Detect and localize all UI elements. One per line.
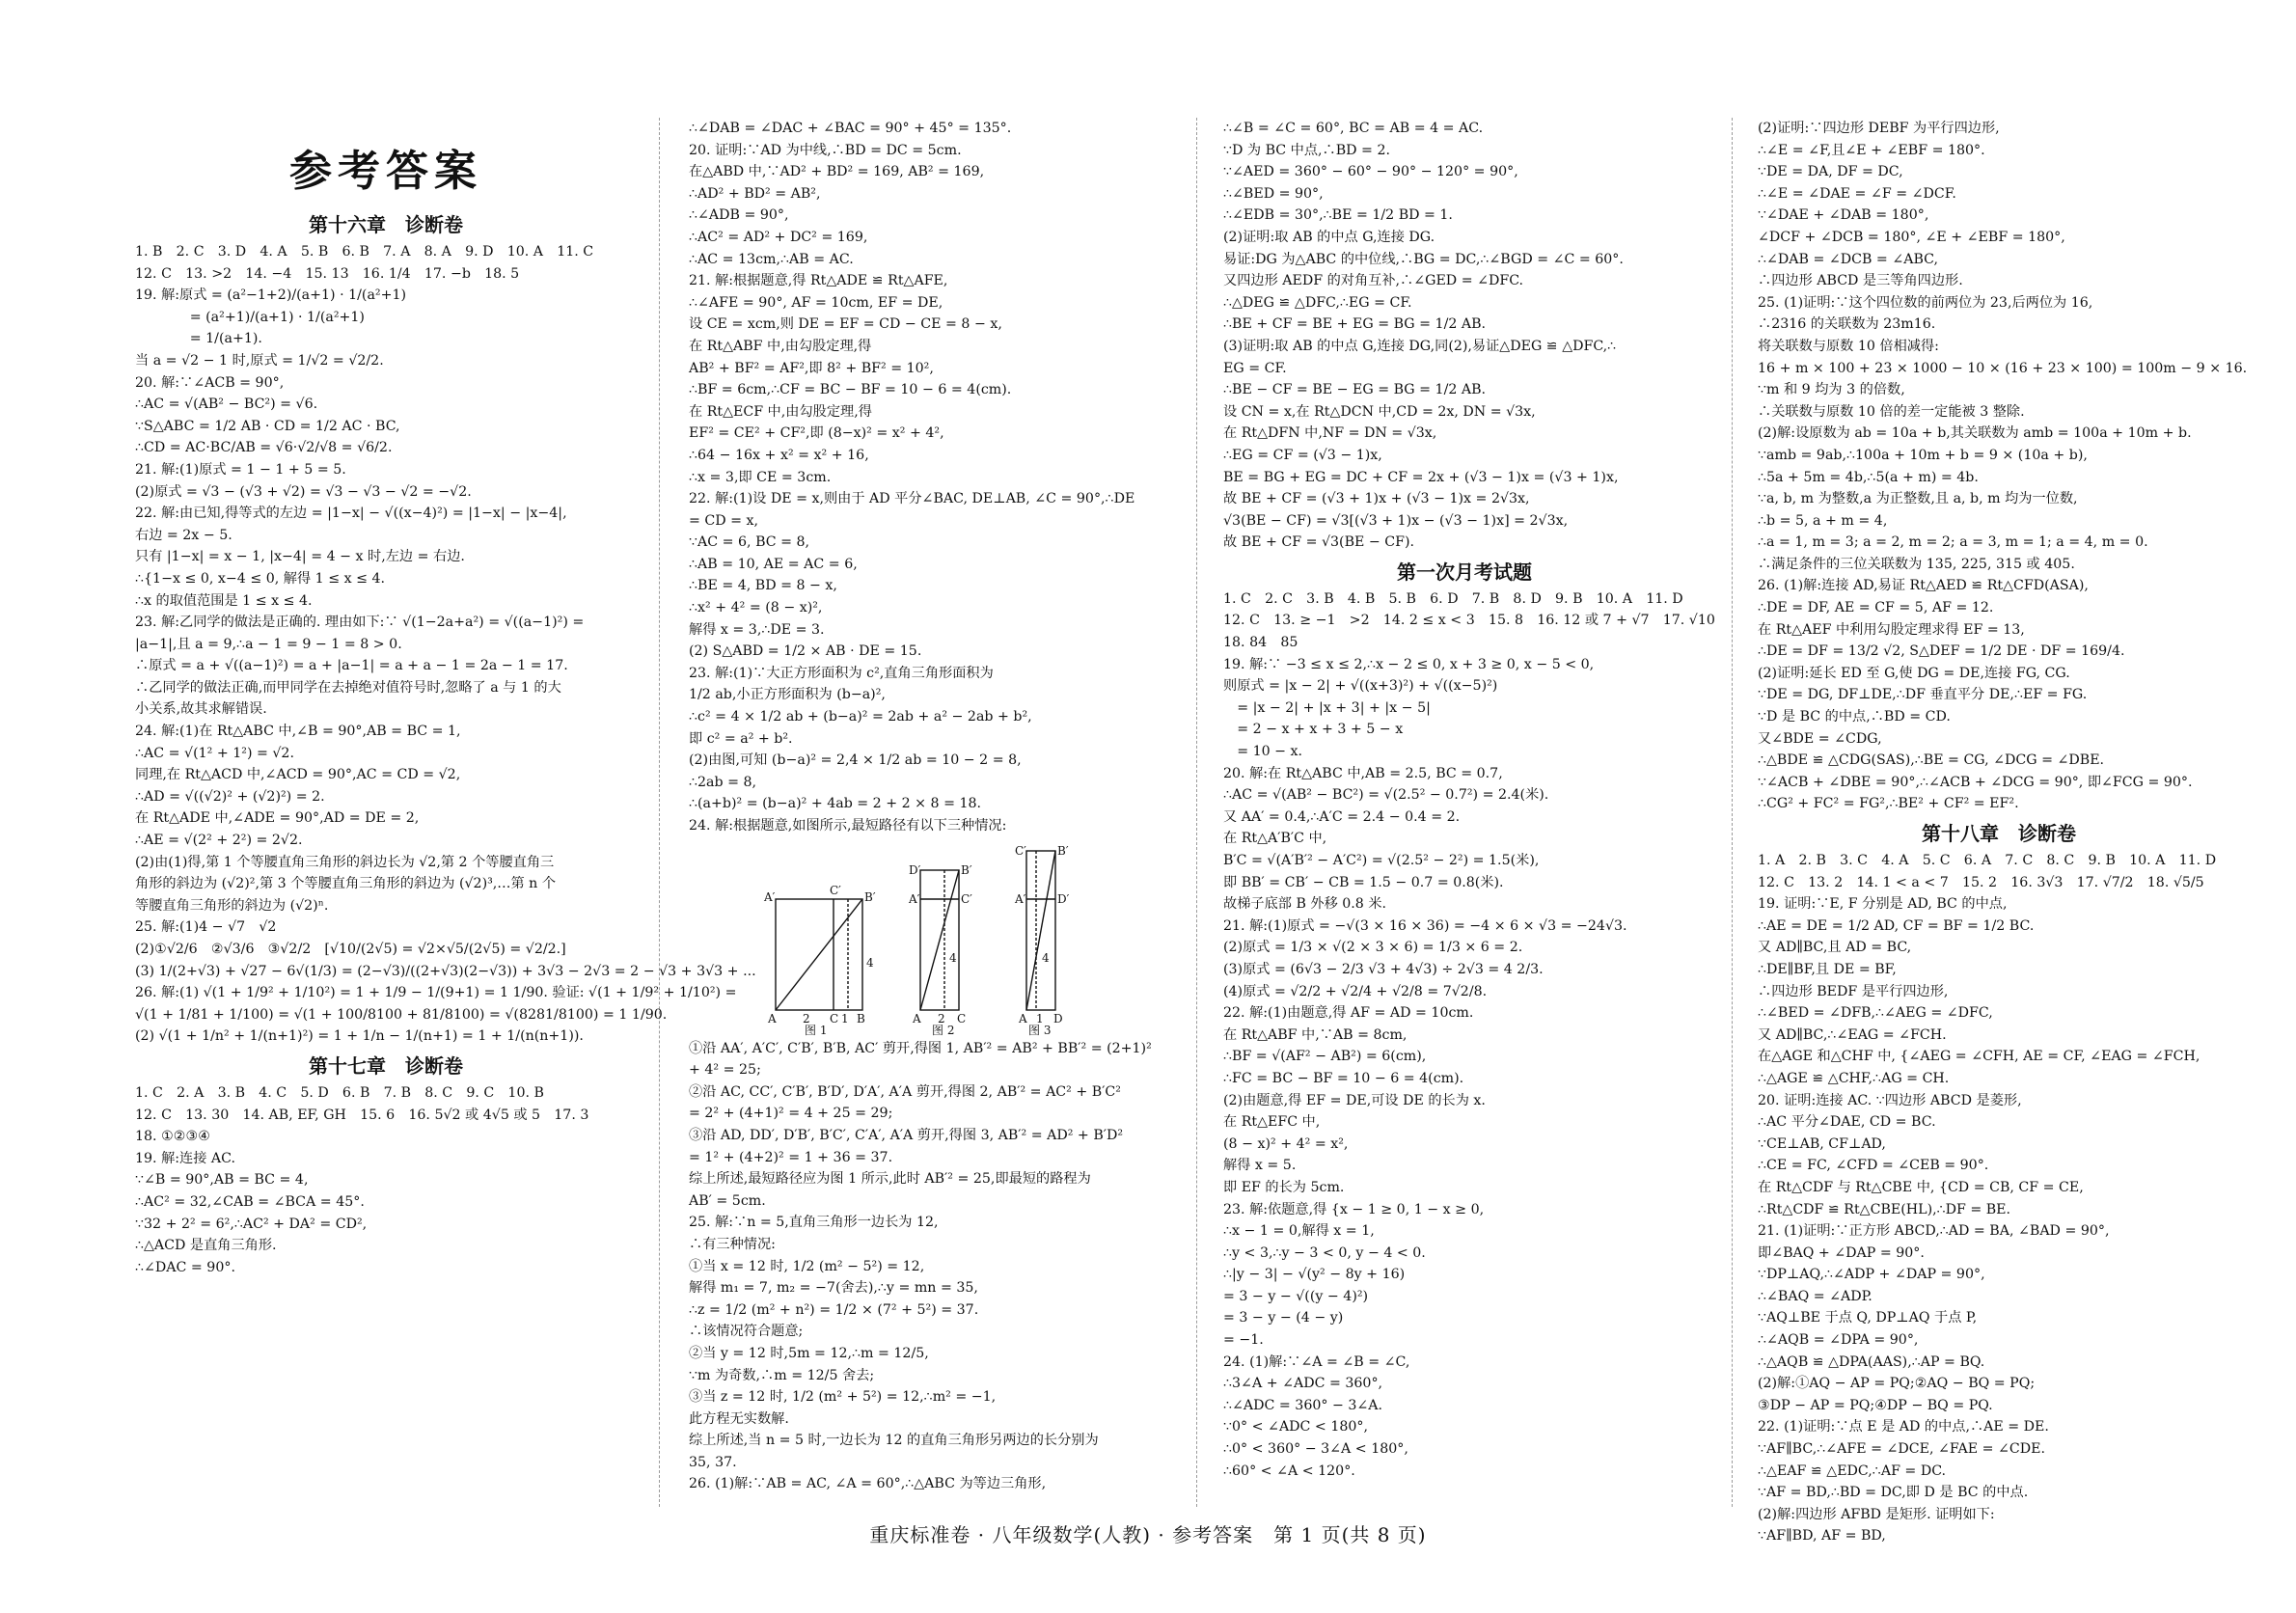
text-line: 解得 x = 5. <box>1223 1158 1297 1174</box>
figure-2-caption: 图 2 <box>932 1023 955 1037</box>
text-line: = 3 − y − (4 − y) <box>1223 1310 1344 1326</box>
text-line: ∴x − 1 = 0,解得 x = 1, <box>1223 1223 1375 1240</box>
text-line: ∴BE + CF = BE + EG = BG = 1/2 AB. <box>1223 316 1487 333</box>
text-line: ∴∠BED = ∠DFB,∴∠AEG = ∠DFC, <box>1758 1005 1993 1022</box>
svg-text:A′: A′ <box>1015 891 1026 906</box>
text-line: ∴四边形 BEDF 是平行四边形, <box>1758 983 1949 999</box>
text-line: 角形的斜边为 (√2)²,第 3 个等腰直角三角形的斜边为 (√2)³,…第 n 个 <box>135 876 557 892</box>
text-line: ∴AD = √((√2)² + (√2)²) = 2. <box>135 788 325 805</box>
text-line: EG = CF. <box>1223 360 1287 376</box>
svg-text:4: 4 <box>1042 950 1050 965</box>
text-line: 则原式 = |x − 2| + √((x+3)²) + √((x−5)²) <box>1223 678 1498 695</box>
text-line: ∵32 + 2² = 6²,∴AC² + DA² = CD², <box>135 1216 368 1232</box>
text-line: (2)证明:取 AB 的中点 G,连接 DG. <box>1223 229 1435 245</box>
figure-2 <box>908 863 972 1037</box>
text-line: ∴∠DAC = 90°. <box>135 1259 235 1275</box>
text-line: ∴AC² = 32,∠CAB = ∠BCA = 45°. <box>135 1193 365 1210</box>
text-line: 在 Rt△ADE 中,∠ADE = 90°,AD = DE = 2, <box>135 810 420 827</box>
text-line: 在 Rt△DFN 中,NF = DN = √3x, <box>1223 425 1437 442</box>
text-line: 故 BE + CF = √3(BE − CF). <box>1223 534 1415 551</box>
text-line: ∴△EAF ≌ △EDC,∴AF = DC. <box>1758 1463 1947 1479</box>
text-line: ∴DE∥BF,且 DE = BF, <box>1758 961 1897 977</box>
text-line: ∴BF = 6cm,∴CF = BC − BF = 10 − 6 = 4(cm). <box>689 382 1012 398</box>
text-line: 故 BE + CF = (√3 + 1)x + (√3 − 1)x = 2√3x, <box>1223 491 1530 507</box>
svg-text:C′: C′ <box>830 883 841 897</box>
text-line: ∵∠DAE + ∠DAB = 180°, <box>1758 207 1929 224</box>
column-4 <box>1758 118 2248 1545</box>
text-line: 小关系,故其求解错误. <box>135 701 267 718</box>
solution-block <box>689 1038 1173 1495</box>
page-title: 参考答案 <box>289 147 482 196</box>
section-heading: 第一次月考试题 <box>1397 560 1532 584</box>
svg-text:C′: C′ <box>961 891 972 906</box>
text-line: ∴2ab = 8, <box>689 774 757 790</box>
solution-block <box>1223 118 1706 554</box>
answer-line: 1. C 2. C 3. B 4. B 5. B 6. D 7. B 8. D 9. B 10. A 11. D <box>1223 590 1683 607</box>
text-line: = 2 − x + x + 3 + 5 − x <box>1223 722 1404 738</box>
text-line: ∴AC 平分∠DAE, CD = BC. <box>1758 1114 1936 1131</box>
text-line: ∴∠EDB = 30°,∴BE = 1/2 BD = 1. <box>1223 207 1453 224</box>
svg-text:2: 2 <box>938 1011 945 1025</box>
text-line: (8 − x)² + 4² = x², <box>1223 1135 1349 1152</box>
text-line: 又∠BDE = ∠CDG, <box>1758 730 1882 747</box>
svg-text:A′: A′ <box>909 891 920 906</box>
text-line: 又 AD∥BC,且 AD = BC, <box>1758 940 1912 956</box>
text-line: ③DP − AP = PQ;④DP − BQ = PQ. <box>1758 1397 1993 1413</box>
solution-block <box>1223 632 1706 1482</box>
svg-text:D: D <box>1053 1011 1063 1025</box>
text-line: ∴x 的取值范围是 1 ≤ x ≤ 4. <box>135 592 313 609</box>
text-line: 在 Rt△A′B′C 中, <box>1223 831 1327 847</box>
svg-text:1: 1 <box>841 1011 849 1025</box>
text-line: (2)原式 = √3 − (√3 + √2) = √3 − √3 − √2 = −√2. <box>135 483 472 500</box>
svg-text:B: B <box>857 1011 865 1025</box>
text-line: 19. 解:连接 AC. <box>135 1150 236 1166</box>
text-line: ∴2316 的关联数为 23m16. <box>1758 316 1936 333</box>
text-line: 25. 解:(1)4 − √7 √2 <box>135 919 277 936</box>
answer-line: 12. C 13. ≥ −1 >2 14. 2 ≤ x < 3 15. 8 16. 12 或 7 + √7 17. √10 <box>1223 613 1715 629</box>
svg-text:4: 4 <box>949 950 957 965</box>
text-line: = CD = x, <box>689 512 759 529</box>
text-line: 23. 解:依题意,得 {x − 1 ≥ 0, 1 − x ≥ 0, <box>1223 1201 1485 1217</box>
text-line: √3(BE − CF) = √3[(√3 + 1)x − (√3 − 1)x] = 2√3x, <box>1223 512 1569 529</box>
text-line: 20. 解:在 Rt△ABC 中,AB = 2.5, BC = 0.7, <box>1223 765 1503 781</box>
text-line: ∴∠DAB = ∠DCB = ∠ABC, <box>1758 251 1939 267</box>
text-line: ∴AC = √(AB² − BC²) = √(2.5² − 0.7²) = 2.4(米). <box>1223 787 1549 804</box>
text-line: ∵CE⊥AB, CF⊥AD, <box>1758 1135 1886 1152</box>
text-line: 26. 解:(1) √(1 + 1/9² + 1/10²) = 1 + 1/9 − 1/(9+1) = 1 1/90. 验证: √(1 + 1/9² + 1/10²) = <box>135 985 737 1001</box>
text-line: (3)证明:取 AB 的中点 G,连接 DG,同(2),易证△DEG ≌ △DFC,∴ <box>1223 338 1617 354</box>
svg-text:1: 1 <box>1036 1011 1044 1025</box>
text-line: ∴5a + 5m = 4b,∴5(a + m) = 4b. <box>1758 469 1979 485</box>
text-line: 26. (1)解:连接 AD,易证 Rt△AED ≌ Rt△CFD(ASA), <box>1758 578 2089 594</box>
text-line: 在 Rt△ECF 中,由勾股定理,得 <box>689 403 872 420</box>
text-line: ②沿 AC, CC′, C′B′, B′D′, D′A′, A′A 剪开,得图 2, AB′² = AC² + B′C² <box>689 1083 1121 1100</box>
answer-line: 12. C 13. 2 14. 1 < a < 7 15. 2 16. 3√3 17. √7/2 18. √5/5 <box>1758 874 2204 890</box>
answer-line: 1. A 2. B 3. C 4. A 5. C 6. A 7. C 8. C 9. B 10. A 11. D <box>1758 853 2217 868</box>
text-line: 解得 x = 3,∴DE = 3. <box>689 621 825 638</box>
text-line: 20. 证明:连接 AC. ∵四边形 ABCD 是菱形, <box>1758 1092 2022 1108</box>
text-line: 24. 解:根据题意,如图所示,最短路径有以下三种情况: <box>689 818 1007 834</box>
text-line: 21. 解:根据题意,得 Rt△ADE ≌ Rt△AFE, <box>689 273 948 289</box>
svg-text:2: 2 <box>803 1011 810 1025</box>
text-line: = 1² + (4+2)² = 1 + 36 = 37. <box>689 1149 893 1165</box>
text-line: ∴Rt△CDF ≌ Rt△CBE(HL),∴DF = BE. <box>1758 1201 2011 1217</box>
text-line: 22. 解:(1)由题意,得 AF = AD = 10cm. <box>1223 1005 1474 1022</box>
text-line: 18. 84 85 <box>1223 635 1298 651</box>
text-line: ∴y < 3,∴y − 3 < 0, y − 4 < 0. <box>1223 1244 1426 1261</box>
text-line: ∴∠AQB = ∠DPA = 90°, <box>1758 1332 1919 1349</box>
answer-line: 12. C 13. >2 14. −4 15. 13 16. 1/4 17. −b 18. 5 <box>135 265 520 282</box>
text-line: 22. 解:(1)设 DE = x,则由于 AD 平分∠BAC, DE⊥AB, ∠C = 90°,∴DE <box>689 491 1135 507</box>
text-line: 22. 解:由已知,得等式的左边 = |1−x| − √((x−4)²) = |1−x| − |x−4|, <box>135 506 567 522</box>
text-line: ③沿 AD, DD′, D′B′, B′C′, C′A′, A′A 剪开,得图 3, AB′² = AD² + B′D² <box>689 1127 1124 1143</box>
text-line: ∴AC = √(AB² − BC²) = √6. <box>135 396 318 413</box>
text-line: 在 Rt△ABF 中,∵AB = 8cm, <box>1223 1026 1408 1043</box>
text-line: (2)由(1)得,第 1 个等腰直角三角形的斜边长为 √2,第 2 个等腰直角三 <box>135 854 555 870</box>
text-line: 易证:DG 为△ABC 的中位线,∴BG = DC,∴∠BGD = ∠C = 60°. <box>1223 251 1624 267</box>
text-line: (3) 1/(2+√3) + √27 − 6√(1/3) = (2−√3)/((2+√3)(2−√3)) + 3√3 − 2√3 = 2 − √3 + 3√3 + ... <box>135 963 756 979</box>
text-line: ∴CG² + FC² = FG²,∴BE² + CF² = EF². <box>1758 796 2019 812</box>
text-line: (3)原式 = (6√3 − 2/3 √3 + 4√3) ÷ 2√3 = 4 2/3. <box>1223 961 1544 977</box>
text-line: ∴AE = √(2² + 2²) = 2√2. <box>135 833 303 849</box>
text-line: 在△AGE 和△CHF 中, {∠AEG = ∠CFH, AE = CF, ∠EAG = ∠FCH, <box>1758 1049 2200 1065</box>
text-line: 24. (1)解:∵∠A = ∠B = ∠C, <box>1223 1353 1410 1370</box>
text-line: (2)证明:∵四边形 DEBF 为平行四边形, <box>1758 121 2000 136</box>
text-line: 19. 解:∵ −3 ≤ x ≤ 2,∴x − 2 ≤ 0, x + 3 ≥ 0, x − 5 < 0, <box>1223 656 1595 672</box>
figure-3 <box>1014 844 1070 1037</box>
text-line: ∴∠E = ∠F,且∠E + ∠EBF = 180°. <box>1758 142 1985 158</box>
text-line: ∴BE − CF = BE − EG = BG = 1/2 AB. <box>1223 382 1487 398</box>
text-line: 解得 m₁ = 7, m₂ = −7(舍去),∴y = mn = 35, <box>689 1280 978 1297</box>
text-line: ∴AD² + BD² = AB², <box>689 185 821 202</box>
figure-3-caption: 图 3 <box>1028 1023 1052 1037</box>
text-line: ∴FC = BC − BF = 10 − 6 = 4(cm). <box>1223 1070 1464 1086</box>
text-line: 19. 证明:∵E, F 分别是 AD, BC 的中点, <box>1758 896 2008 913</box>
text-line: 综上所述,当 n = 5 时,一边长为 12 的直角三角形另两边的长分别为 <box>689 1433 1099 1449</box>
text-line: 又 AD∥BC,∴∠EAG = ∠FCH. <box>1758 1026 1947 1043</box>
text-line: 1/2 ab,小正方形面积为 (b−a)², <box>689 687 886 703</box>
text-line: ∴BE = 4, BD = 8 − x, <box>689 578 837 594</box>
text-line: = 1/(a+1). <box>135 331 262 347</box>
text-line: ∵m 和 9 均为 3 的倍数, <box>1758 382 1905 398</box>
text-line: 26. (1)解:∵AB = AC, ∠A = 60°,∴△ABC 为等边三角形, <box>689 1476 1047 1492</box>
svg-text:A: A <box>1019 1011 1027 1025</box>
text-line: 等腰直角三角形的斜边为 (√2)ⁿ. <box>135 897 329 914</box>
text-line: 即∠BAQ + ∠DAP = 90°. <box>1758 1244 1925 1261</box>
text-line: B′C = √(A′B′² − A′C²) = √(2.5² − 2²) = 1.5(米), <box>1223 853 1540 868</box>
figure-1-caption: 图 1 <box>805 1023 828 1037</box>
text-line: √(1 + 1/81 + 1/100) = √(1 + 100/8100 + 81/8100) = √(8281/8100) = 1 1/90. <box>135 1006 668 1023</box>
text-line: ②当 y = 12 时,5m = 12,∴m = 12/5, <box>689 1345 929 1361</box>
solution-block <box>689 118 1173 837</box>
text-line: ∴∠AFE = 90°, AF = 10cm, EF = DE, <box>689 294 943 311</box>
text-line: ∴z = 1/2 (m² + n²) = 1/2 × (7² + 5²) = 37. <box>689 1301 979 1318</box>
text-line: (2) √(1 + 1/n² + 1/(n+1)²) = 1 + 1/n − 1/(n+1) = 1 + 1/(n(n+1)). <box>135 1028 584 1045</box>
text-line: 设 CN = x,在 Rt△DCN 中,CD = 2x, DN = √3x, <box>1223 403 1536 420</box>
text-line: ∴有三种情况: <box>689 1236 776 1252</box>
text-line: ∴∠ADB = 90°, <box>689 207 789 224</box>
answer-line: 12. C 13. 30 14. AB, EF, GH 15. 6 16. 5√2 或 4√5 或 5 17. 3 <box>135 1107 589 1123</box>
text-line: 即 c² = a² + b². <box>689 730 793 747</box>
text-line: ∵AF = BD,∴BD = DC,即 D 是 BC 的中点. <box>1758 1485 2029 1501</box>
text-line: + 4² = 25; <box>689 1062 761 1079</box>
text-line: ∴△DEG ≌ △DFC,∴EG = CF. <box>1223 294 1412 311</box>
text-line: 20. 证明:∵AD 为中线,∴BD = DC = 5cm. <box>689 142 962 158</box>
text-line: 21. 解:(1)原式 = −√(3 × 16 × 36) = −4 × 6 × √3 = −24√3. <box>1223 917 1627 934</box>
text-line: ∴AB = 10, AE = AC = 6, <box>689 556 858 572</box>
svg-text:A: A <box>768 1011 777 1025</box>
text-line: ∵∠AED = 360° − 60° − 90° − 120° = 90°, <box>1223 164 1518 180</box>
text-line: (4)原式 = √2/2 + √2/4 + √2/8 = 7√2/8. <box>1223 983 1488 999</box>
text-line: 同理,在 Rt△ACD 中,∠ACD = 90°,AC = CD = √2, <box>135 767 461 783</box>
text-line: (2)解:①AQ − AP = PQ;②AQ − BQ = PQ; <box>1758 1376 2036 1392</box>
text-line: (2)证明:延长 ED 至 G,使 DG = DE,连接 FG, CG. <box>1758 665 2070 681</box>
text-line: 25. 解:∵n = 5,直角三角形一边长为 12, <box>689 1215 939 1231</box>
text-line: ∵a, b, m 为整数,a 为正整数,且 a, b, m 均为一位数, <box>1758 491 2078 507</box>
text-line: 即 BB′ = CB′ − CB = 1.5 − 0.7 = 0.8(米). <box>1223 874 1504 890</box>
text-line: ∵∠B = 90°,AB = BC = 4, <box>135 1172 309 1189</box>
svg-text:C: C <box>830 1011 839 1025</box>
text-line: 此方程无实数解. <box>689 1410 789 1427</box>
text-line: ∴x = 3,即 CE = 3cm. <box>689 469 832 485</box>
text-line: 23. 解:(1)∵大正方形面积为 c²,直角三角形面积为 <box>689 665 994 681</box>
text-line: 在 Rt△AEF 中利用勾股定理求得 EF = 13, <box>1758 621 2025 638</box>
text-line: = |x − 2| + |x + 3| + |x − 5| <box>1223 699 1431 716</box>
text-line: EF² = CE² + CF²,即 (8−x)² = x² + 4², <box>689 425 944 442</box>
text-line: 25. (1)证明:∵这个四位数的前两位为 23,后两位为 16, <box>1758 294 2093 311</box>
text-line: ∴b = 5, a + m = 4, <box>1758 512 1888 529</box>
text-line: |a−1|,且 a = 9,∴a − 1 = 9 − 1 = 8 > 0. <box>135 636 402 652</box>
text-line: ∴AC = 13cm,∴AB = AC. <box>689 251 854 267</box>
column-divider <box>1732 118 1733 1507</box>
svg-text:C′: C′ <box>1015 843 1026 858</box>
text-line: ∴满足条件的三位关联数为 135, 225, 315 或 405. <box>1758 556 2075 572</box>
text-line: 21. (1)证明:∵正方形 ABCD,∴AD = BA, ∠BAD = 90°, <box>1758 1223 2110 1240</box>
text-line: (2)原式 = 1/3 × √(2 × 3 × 6) = 1/3 × 6 = 2. <box>1223 940 1523 956</box>
text-line: 右边 = 2x − 5. <box>135 527 232 543</box>
text-line: ∴△AGE ≌ △CHF,∴AG = CH. <box>1758 1070 1950 1086</box>
text-line: ∵∠ACB + ∠DBE = 90°,∴∠ACB + ∠DCG = 90°, 即∠FCG = 90°. <box>1758 774 2193 790</box>
text-line: ∴AC² = AD² + DC² = 169, <box>689 229 868 245</box>
text-line: ①当 x = 12 时, 1/2 (m² − 5²) = 12, <box>689 1258 925 1274</box>
text-line: 即 EF 的长为 5cm. <box>1223 1179 1345 1195</box>
text-line: = 3 − y − √((y − 4)²) <box>1223 1288 1369 1304</box>
text-line: AB² + BF² = AF²,即 8² + BF² = 10², <box>689 360 934 376</box>
section-heading: 第十八章 诊断卷 <box>1922 822 2076 845</box>
text-line: ∴△ACD 是直角三角形. <box>135 1238 277 1254</box>
text-line: (2)由题意,得 EF = DE,可设 DE 的长为 x. <box>1223 1092 1486 1108</box>
text-line: ∴四边形 ABCD 是三等角四边形. <box>1758 273 1963 289</box>
text-line: ∵m 为奇数,∴m = 12/5 舍去; <box>689 1367 875 1383</box>
svg-text:B′: B′ <box>864 889 876 904</box>
text-line: (2)解:四边形 AFBD 是矩形. 证明如下: <box>1758 1506 1995 1522</box>
text-line: ∴DE = DF = 13/2 √2, S△DEF = 1/2 DE · DF = 169/4. <box>1758 643 2125 660</box>
text-line: 当 a = √2 − 1 时,原式 = 1/√2 = √2/2. <box>135 352 384 369</box>
answer-line: 1. C 2. A 3. B 4. C 5. D 6. B 7. B 8. C 9. C 10. B <box>135 1084 544 1101</box>
text-line: 20. 解:∵∠ACB = 90°, <box>135 374 285 391</box>
text-line: ∴CD = AC·BC/AB = √6·√2/√8 = √6/2. <box>135 440 393 456</box>
text-line: ∴0° < 360° − 3∠A < 180°, <box>1223 1441 1408 1458</box>
text-line: ∴CE = FC, ∠CFD = ∠CEB = 90°. <box>1758 1158 1989 1174</box>
text-line: ③当 z = 12 时, 1/2 (m² + 5²) = 12,∴m² = −1, <box>689 1389 997 1406</box>
section-heading: 第十六章 诊断卷 <box>309 213 463 236</box>
text-line: ①沿 AA′, A′C′, C′B′, B′B, AC′ 剪开,得图 1, AB′² = AB² + BB′² = (2+1)² <box>689 1040 1152 1056</box>
text-line: ∴a = 1, m = 3; a = 2, m = 2; a = 3, m = 1; a = 4, m = 0. <box>1758 534 2148 551</box>
text-line: 在 Rt△CDF 与 Rt△CBE 中, {CD = CB, CF = CE, <box>1758 1179 2084 1195</box>
text-line: 在 Rt△EFC 中, <box>1223 1114 1321 1131</box>
text-line: 又 AA′ = 0.4,∴A′C = 2.4 − 0.4 = 2. <box>1223 808 1461 825</box>
text-line: BE = BG + EG = DC + CF = 2x + (√3 − 1)x = (√3 + 1)x, <box>1223 469 1619 485</box>
text-line: AB′ = 5cm. <box>689 1192 766 1209</box>
text-line: ∴60° < ∠A < 120°. <box>1223 1463 1355 1479</box>
text-line: 在△ABD 中,∵AD² + BD² = 169, AB² = 169, <box>689 164 985 180</box>
text-line: = (a²+1)/(a+1) · 1/(a²+1) <box>135 309 365 325</box>
text-line: ∠DCF + ∠DCB = 180°, ∠E + ∠EBF = 180°, <box>1758 229 2065 245</box>
column-3 <box>1223 118 1715 1507</box>
text-line: ∴c² = 4 × 1/2 ab + (b−a)² = 2ab + a² − 2ab + b², <box>689 709 1032 725</box>
solution-block <box>1758 118 2248 815</box>
figure-group <box>747 841 1152 1037</box>
figure-1 <box>763 884 876 1037</box>
text-line: ∵amb = 9ab,∴100a + 10m + b = 9 × (10a + b), <box>1758 447 2088 463</box>
text-line: (2)①√2/6 ②√3/6 ③√2/2 [√10/(2√5) = √2×√5/(2√5) = √2/2.] <box>135 942 566 957</box>
svg-text:B′: B′ <box>1057 843 1069 858</box>
text-line: ∴AC = √(1² + 1²) = √2. <box>135 745 294 761</box>
unfolding-figures <box>689 841 1173 1037</box>
text-line: 24. 解:(1)在 Rt△ABC 中,∠B = 90°,AB = BC = 1, <box>135 724 461 740</box>
answer-line: 1. B 2. C 3. D 4. A 5. B 6. B 7. A 8. A 9. D 10. A 11. C <box>135 244 594 260</box>
text-line: 又四边形 AEDF 的对角互补,∴∠GED = ∠DFC. <box>1223 273 1524 289</box>
text-line: ∴△AQB ≌ △DPA(AAS),∴AP = BQ. <box>1758 1353 1985 1370</box>
text-line: ∴关联数与原数 10 倍的差一定能被 3 整除. <box>1758 403 2025 420</box>
text-line: ∴∠ADC = 360° − 3∠A. <box>1223 1397 1383 1413</box>
text-line: ∵AQ⊥BE 于点 Q, DP⊥AQ 于点 P, <box>1758 1310 1978 1326</box>
text-line: ∴∠BAQ = ∠ADP. <box>1758 1288 1872 1304</box>
text-line: ∴DE = DF, AE = CF = 5, AF = 12. <box>1758 600 1994 616</box>
svg-text:C: C <box>957 1011 967 1025</box>
svg-text:D′: D′ <box>1057 891 1070 906</box>
svg-text:D′: D′ <box>909 862 921 877</box>
text-line: ∵AF∥BC,∴∠AFE = ∠DCE, ∠FAE = ∠CDE. <box>1758 1441 2045 1458</box>
text-line: 将关联数与原数 10 倍相减得: <box>1758 338 1939 354</box>
text-line: ∵S△ABC = 1/2 AB · CD = 1/2 AC · BC, <box>135 418 400 434</box>
text-line: 18. ①②③④ <box>135 1129 210 1145</box>
text-line: ∴∠B = ∠C = 60°, BC = AB = 4 = AC. <box>1223 121 1484 136</box>
text-line: 设 CE = xcm,则 DE = EF = CD − CE = 8 − x, <box>689 316 1002 333</box>
text-line: (2) S△ABD = 1/2 × AB · DE = 15. <box>689 643 922 660</box>
text-line: ∴∠BED = 90°, <box>1223 185 1324 202</box>
text-line: ∴(a+b)² = (b−a)² + 4ab = 2 + 2 × 8 = 18. <box>689 796 982 812</box>
text-line: 16 + m × 100 + 23 × 1000 − 10 × (16 + 23 × 100) = 100m − 9 × 16. <box>1758 360 2248 376</box>
text-line: ∵AC = 6, BC = 8, <box>689 534 810 551</box>
text-line: ∴AE = DE = 1/2 AD, CF = BF = 1/2 BC. <box>1758 917 2035 934</box>
text-line: 综上所述,最短路径应为图 1 所示,此时 AB′² = 25,即最短的路程为 <box>689 1171 1091 1188</box>
text-line: = 10 − x. <box>1223 744 1303 760</box>
text-line: 23. 解:乙同学的做法是正确的. 理由如下:∵ √(1−2a+a²) = √((a−1)²) = <box>135 615 585 631</box>
text-line: ∴∠DAB = ∠DAC + ∠BAC = 90° + 45° = 135°. <box>689 121 1012 136</box>
svg-text:A: A <box>913 1011 921 1025</box>
solution-block <box>1758 893 2240 1547</box>
text-line: ∴∠E = ∠DAE = ∠F = ∠DCF. <box>1758 185 1956 202</box>
svg-text:A′: A′ <box>764 889 776 904</box>
text-line: ∴64 − 16x + x² = x² + 16, <box>689 447 869 463</box>
text-line: 22. (1)证明:∵点 E 是 AD 的中点,∴AE = DE. <box>1758 1419 2049 1435</box>
text-line: (2)由图,可知 (b−a)² = 2,4 × 1/2 ab = 10 − 2 = 8, <box>689 752 1022 769</box>
text-line: (2)解:设原数为 ab = 10a + b,其关联数为 amb = 100a + 10m + b. <box>1758 425 2192 442</box>
column-divider <box>659 118 660 1507</box>
text-line: ∵AF∥BD, AF = BD, <box>1758 1528 1886 1545</box>
text-line: ∴3∠A + ∠ADC = 360°, <box>1223 1376 1383 1392</box>
text-line: ∴BF = √(AF² − AB²) = 6(cm), <box>1223 1049 1427 1065</box>
svg-text:4: 4 <box>866 955 874 970</box>
text-line: ∵0° < ∠ADC < 180°, <box>1223 1419 1369 1435</box>
text-line: ∵DP⊥AQ,∴∠ADP + ∠DAP = 90°, <box>1758 1267 1985 1283</box>
text-line: ∴乙同学的做法正确,而甲同学在去掉绝对值符号时,忽略了 a 与 1 的大 <box>135 679 561 696</box>
text-line: 只有 |1−x| = x − 1, |x−4| = 4 − x 时,左边 = 右边. <box>135 549 465 565</box>
text-line: 21. 解:(1)原式 = 1 − 1 + 5 = 5. <box>135 461 346 478</box>
column-2 <box>689 118 1173 1507</box>
text-line: ∴EG = CF = (√3 − 1)x, <box>1223 447 1382 463</box>
solution-block <box>135 1126 637 1278</box>
text-line: ∵D 为 BC 中点,∴BD = 2. <box>1223 142 1390 158</box>
text-line: 在 Rt△ABF 中,由勾股定理,得 <box>689 338 872 354</box>
text-line: ∵D 是 BC 的中点,∴BD = CD. <box>1758 709 1951 725</box>
text-line: ∴该情况符合题意; <box>689 1324 804 1340</box>
section-heading: 第十七章 诊断卷 <box>309 1053 463 1078</box>
text-line: ∴x² + 4² = (8 − x)², <box>689 600 823 616</box>
text-line: ∵DE = DA, DF = DC, <box>1758 164 1903 180</box>
text-line: ∴{1−x ≤ 0, x−4 ≤ 0, 解得 1 ≤ x ≤ 4. <box>135 570 386 587</box>
text-line: 35, 37. <box>689 1454 737 1470</box>
text-line: = −1. <box>1223 1332 1264 1349</box>
text-line: ∴|y − 3| − √(y² − 8y + 16) <box>1223 1267 1406 1283</box>
text-line: ∴原式 = a + √((a−1)²) = a + |a−1| = a + a − 1 = 2a − 1 = 17. <box>135 658 568 674</box>
page-footer: 重庆标准卷 · 八年级数学(人教) · 参考答案 第 1 页(共 8 页) <box>869 1523 1427 1546</box>
text-line: ∵DE = DG, DF⊥DE,∴DF 垂直平分 DE,∴EF = FG. <box>1758 687 2088 703</box>
svg-text:B′: B′ <box>961 862 972 877</box>
text-line: ∴△BDE ≌ △CDG(SAS),∴BE = CG, ∠DCG = ∠DBE. <box>1758 752 2105 769</box>
text-line: 故梯子底部 B 外移 0.8 米. <box>1223 896 1387 913</box>
text-line: = 2² + (4+1)² = 4 + 25 = 29; <box>689 1106 893 1122</box>
text-line: 19. 解:原式 = (a²−1+2)/(a+1) · 1/(a²+1) <box>135 287 407 304</box>
column-divider <box>1196 118 1197 1507</box>
